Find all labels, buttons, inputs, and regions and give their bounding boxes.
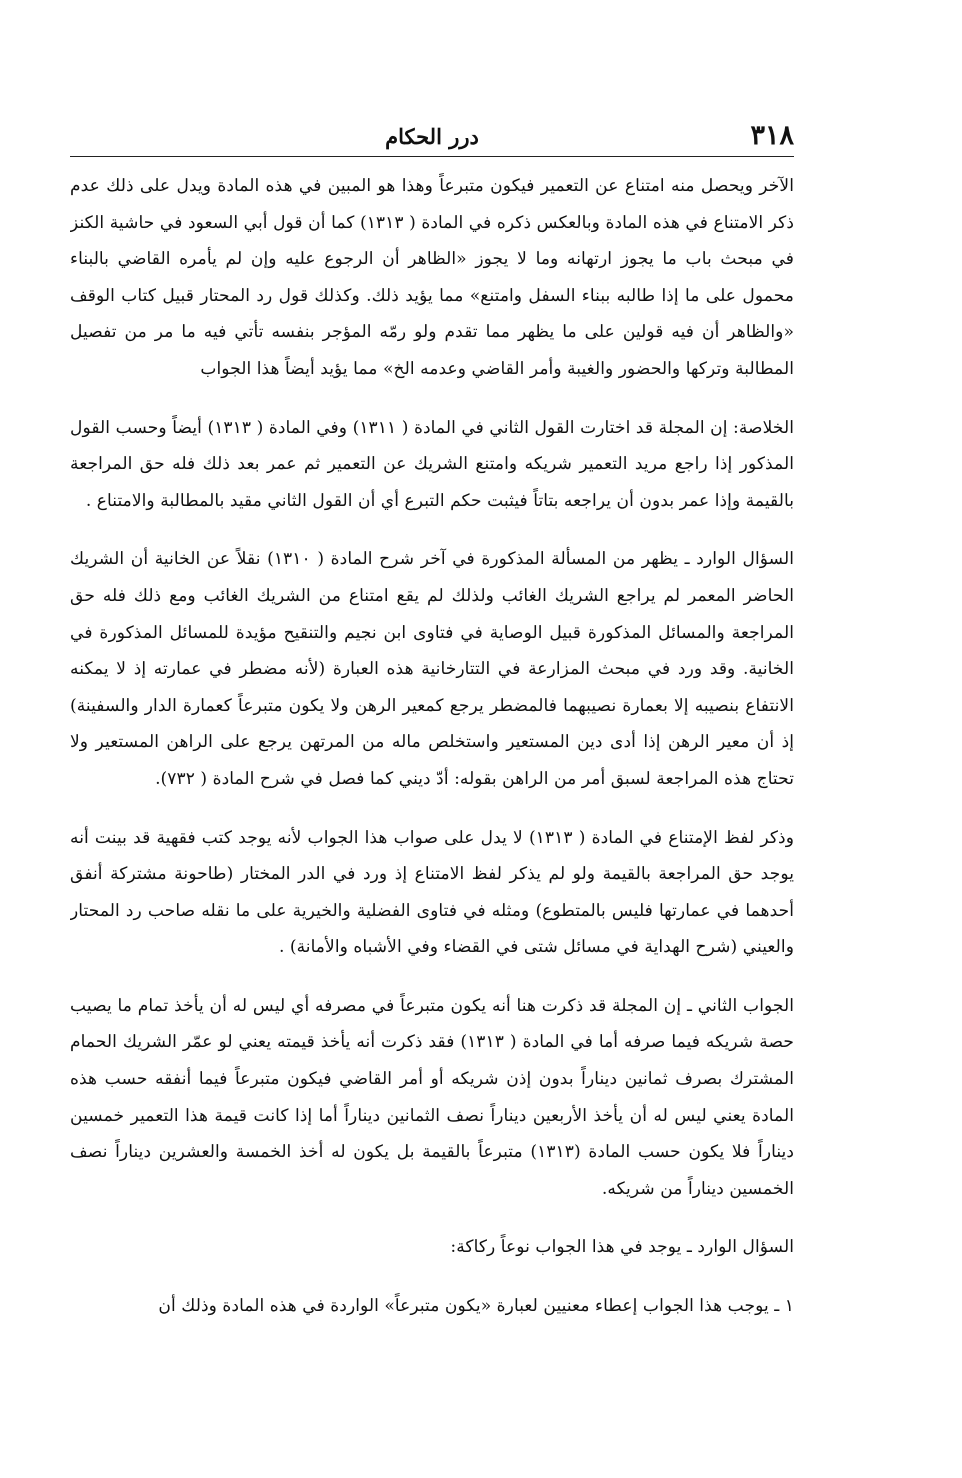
paragraph-question: السؤال الوارد ـ يظهر من المسألة المذكورة في آخر شرح المادة ( ١٣١٠) نقلاً عن الخانية أن الشريك الحاضر المعمر لم يراجع الشريك الغائب ولذلك لم يقع امتناع من الشريك الغائب ومع ذلك فله حق المراجعة والمسائل المذكورة قبيل الوصاية في فتاوى ابن نجيم والتنقيح مؤيدة للمسائل المذكورة في الخانية. وقد ورد في مبحث المزارعة في التتارخانية هذه العبارة (لأنه مضطر في عمارته إذ لا يمكنه الانتفاع بنصيبه إلا بعمارة نصيبهما فالمضطر يرجع كمعير الرهن ولا يكون متبرعاً كعمارة الدار والسفينة) إذ أن معير الرهن إذا أدى دين المستعير واستخلص ماله من المرتهن يرجع على الراهن المستعير ولا تحتاج هذه المراجعة لسبق أمر من الراهن بقوله: أدّ ديني كما فصل في شرح المادة ( ٧٣٢). — [70, 549, 794, 789]
header-rule — [70, 156, 794, 157]
page-body — [70, 168, 794, 1468]
paragraph-second-answer: الجواب الثاني ـ إن المجلة قد ذكرت هنا أنه يكون متبرعاً في مصرفه أي ليس له أن يأخذ تمام ما يصيب حصة شريكه فيما صرفه أما في المادة ( ١٣١٣) فقد ذكرت أنه يأخذ قيمته يعني لو عمّر الشريك الحمام المشترك بصرف ثمانين ديناراً بدون إذن شريكه أو أمر القاضي فيكون متبرعاً فيما أنفقه حسب هذه المادة يعني ليس له أن يأخذ الأربعين ديناراً نصف الثمانين ديناراً أما إذا كانت قيمة هذا التعمير خمسين ديناراً فلا يكون حسب المادة (١٣١٣) متبرعاً بالقيمة بل يكون له أخذ الخمسة والعشرين ديناراً نصف الخمسين ديناراً من شريكه. — [70, 995, 794, 1199]
paragraph-abstention-note: وذكر لفظ الإمتناع في المادة ( ١٣١٣) لا يدل على صواب هذا الجواب لأنه يوجد كتب فقهية قد بينت أنه يوجد حق المراجعة بالقيمة ولو لم يذكر لفظ الامتناع إذ ورد في الدر المختار (طاحونة مشتركة أنفق أحدهما في عمارتها فليس بالمتطوع) ومثله في فتاوى الفضلية والخيرية على ما نقله صاحب رد المحتار والعيني (شرح الهداية في مسائل شتى في القضاء وفي الأشباه والأمانة) . — [70, 827, 794, 958]
page-header — [70, 118, 794, 158]
paragraph-point-1: ١ ـ يوجب هذا الجواب إعطاء معنيين لعبارة «يكون متبرعاً» الواردة في هذه المادة وذلك أن — [158, 1296, 794, 1317]
paragraph-continuation: الآخر ويحصل منه امتناع عن التعمير فيكون متبرعاً وهذا هو المبين في هذه المادة ويدل على ذلك عدم ذكر الامتناع في هذه المادة وبالعكس ذكره في المادة ( ١٣١٣) كما أن قول أبي السعود في حاشية الكنز في مبحث باب ما يجوز ارتهانه وما لا يجوز «الظاهر أن الرجوع عليه وإن لم يأمره القاضي بالبناء محمول على ما إذا طالبه ببناء السفل وامتنع» مما يؤيد ذلك. وكذلك قول رد المحتار قبيل كتاب الوقف «والظاهر أن فيه قولين على ما يظهر مما تقدم ولو رمّه المؤجر بنفسه تأتي فيه ما مر من تفصيل المطالبة وتركها والحضور والغيبة وأمر القاضي وعدمه الخ» مما يؤيد أيضاً هذا الجواب — [70, 176, 794, 379]
page-number: ٣١٨ — [750, 120, 794, 151]
running-title: درر الحكام — [385, 124, 479, 149]
paragraph-question-2: السؤال الوارد ـ يوجد في هذا الجواب نوعاً ركاكة: — [450, 1237, 794, 1258]
paragraph-summary: الخلاصة: إن المجلة قد اختارت القول الثاني في المادة ( ١٣١١) وفي المادة ( ١٣١٣) أيضاً وحسب القول المذكور إذا راجع مريد التعمير شريكه وامتنع الشريك عن التعمير ثم عمر بعد ذلك فله حق المراجعة بالقيمة وإذا عمر بدون أن يراجعه بتاتاً فيثبت حكم التبرع أي أن القول الثاني مقيد بالمطالبة والامتناع . — [70, 417, 794, 511]
